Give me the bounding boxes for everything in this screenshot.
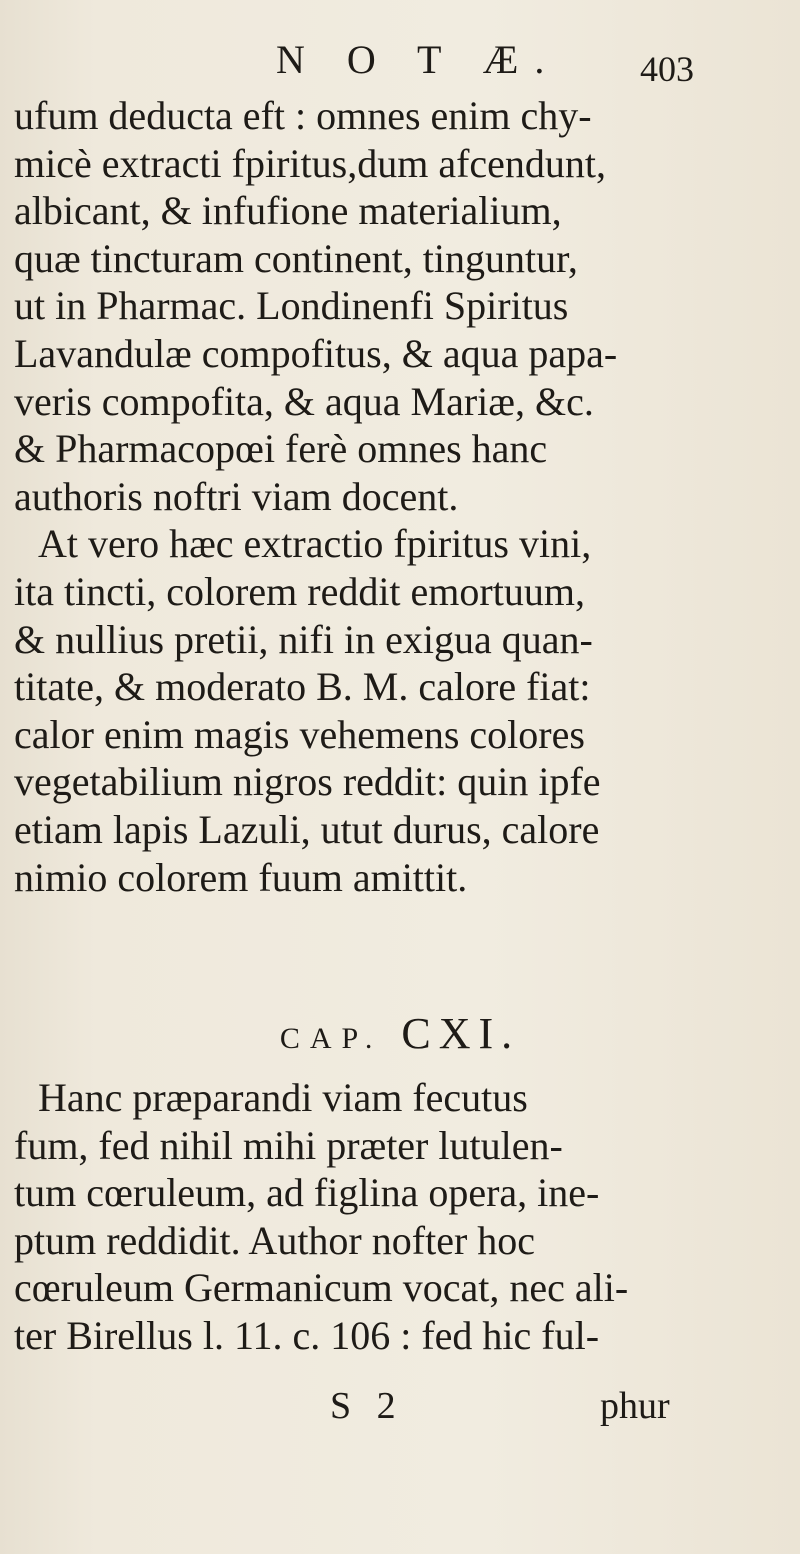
text-line: micè extracti fpiritus,dum afcendunt, [14,140,607,186]
chapter-heading [0,1008,800,1059]
main-text [14,92,744,901]
paragraph-start-line: Hanc præparandi viam fecutus [38,1075,528,1120]
text-line: albicant, & infufione materialium, [14,188,562,234]
paragraph-start-line: At vero hæc extractio fpiritus vini, [38,521,592,567]
text-line: vegetabilium nigros reddit: quin ipfe [14,759,601,805]
text-line: ut in Pharmac. Londinenfi Spiritus [14,283,569,329]
page-footer [0,1384,800,1444]
text-line: etiam lapis Lazuli, utut durus, calore [14,806,600,852]
chapter-number: CXI. [401,1009,521,1058]
text-line: veris compofita, & aqua Mariæ, &c. [14,378,594,424]
text-line: & Pharmacopœi ferè omnes hanc [14,426,548,472]
running-title: N O T Æ. [276,37,561,82]
text-line: tum cœruleum, ad figlina opera, ine- [14,1170,600,1216]
text-line: Lavandulæ compofitus, & aqua papa- [14,330,618,376]
page-header [0,36,800,96]
text-line: ptum reddidit. Author nofter hoc [14,1217,536,1263]
text-line: quæ tincturam continent, tinguntur, [14,235,578,281]
text-line: nimio colorem fuum amittit. [14,854,468,900]
text-line: ufum deducta eft : omnes enim chy- [14,93,592,138]
signature-mark: S 2 [330,1385,404,1427]
text-line: calor enim magis vehemens colores [14,711,585,757]
text-line: ita tincti, colorem reddit emortuum, [14,568,585,614]
page-number: 403 [640,49,694,89]
text-line: cœruleum Germanicum vocat, nec ali- [14,1265,629,1311]
text-line: ter Birellus l. 11. c. 106 : fed hic ful- [14,1312,600,1358]
text-line: authoris noftri viam docent. [14,473,459,519]
text-line: fum, fed nihil mihi præter lutulen- [14,1122,563,1168]
chapter-text [14,1074,744,1360]
chapter-label: CAP. [279,1022,383,1055]
text-line: titate, & moderato B. M. calore fiat: [14,664,591,710]
catchword: phur [600,1385,670,1427]
text-line: & nullius pretii, nifi in exigua quan- [14,616,593,662]
